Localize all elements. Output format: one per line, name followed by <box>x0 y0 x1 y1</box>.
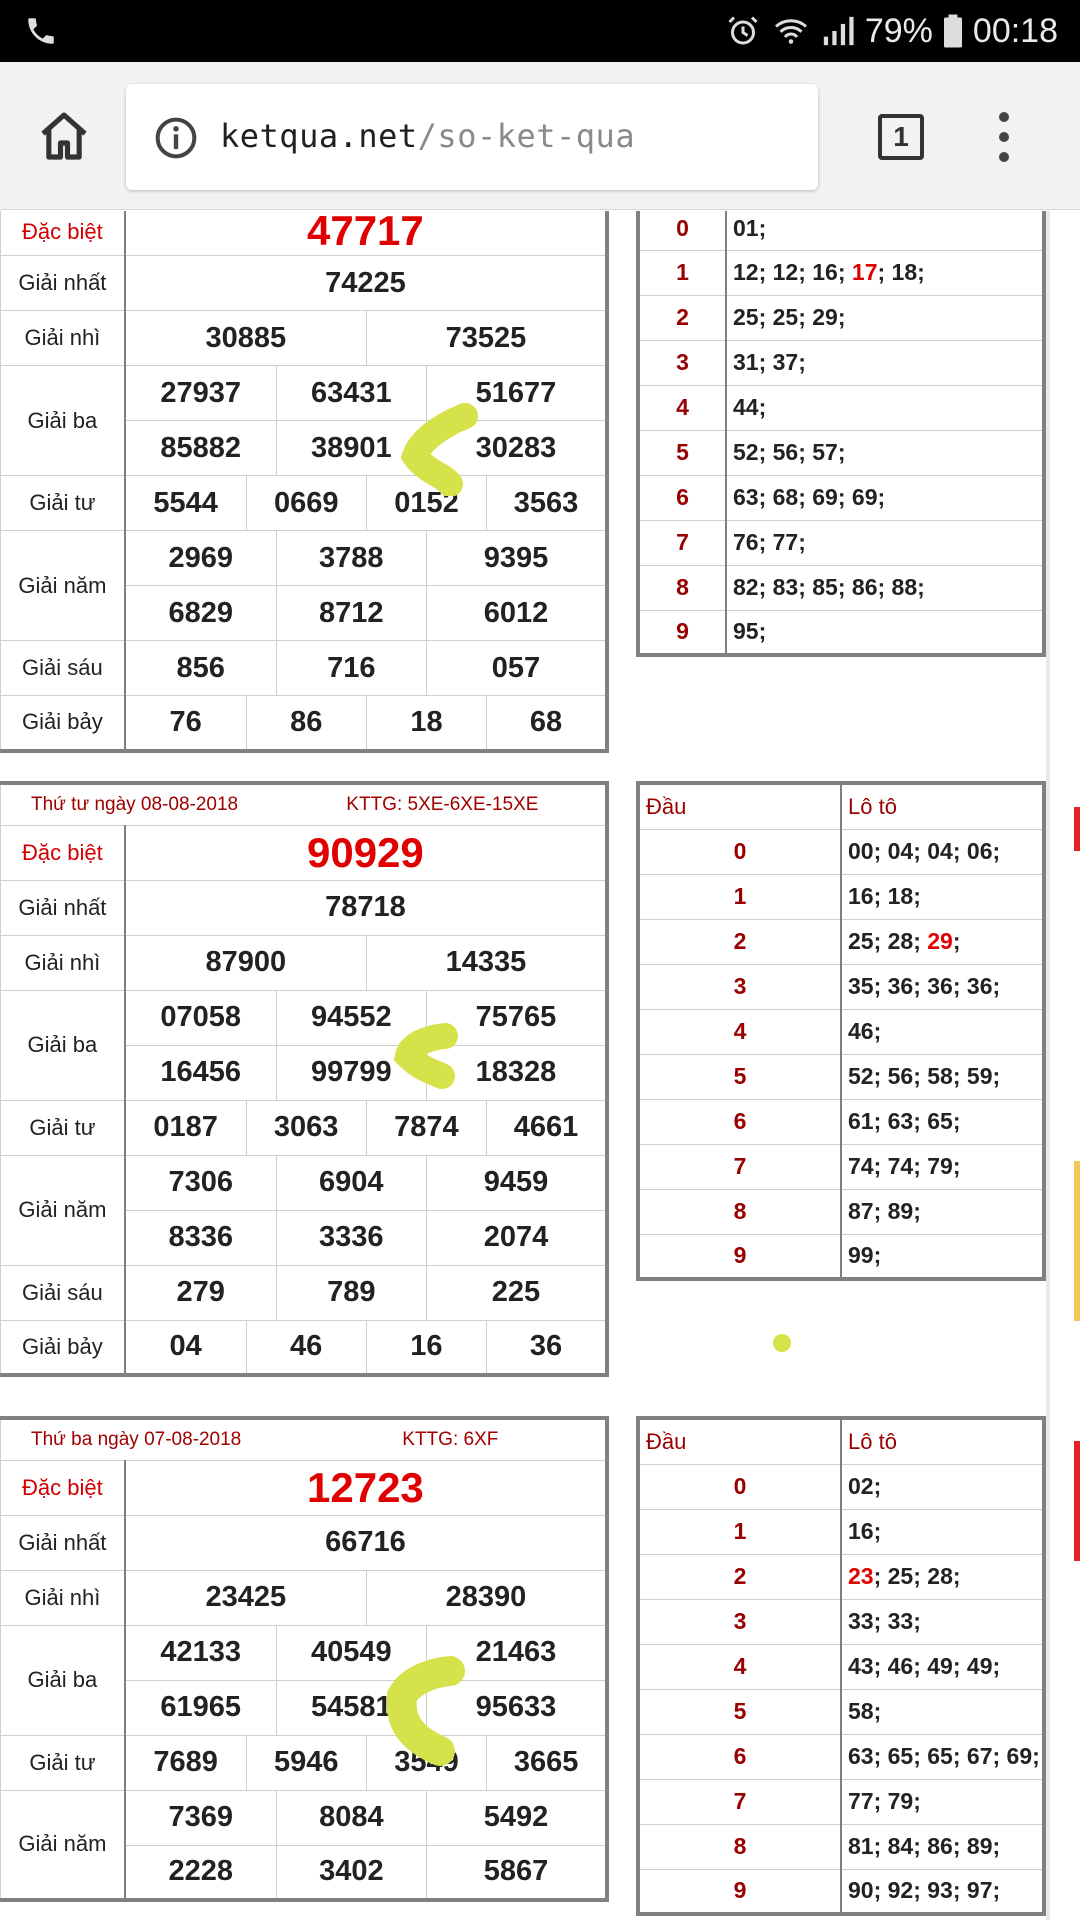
prize-special: 47717 <box>125 211 607 256</box>
prize-fifth: 7369 <box>125 1790 276 1845</box>
loto-table-1 <box>636 211 1046 657</box>
edge-marker <box>1074 807 1080 851</box>
loto-row <box>638 475 1044 520</box>
prize-third: 61965 <box>125 1680 276 1735</box>
url-host: ketqua.net <box>220 117 418 155</box>
label-third: Giải ba <box>1 990 125 1100</box>
label-first: Giải nhất <box>1 880 125 935</box>
highlighter-scribble <box>380 1651 470 1771</box>
loto-row <box>638 1234 1044 1279</box>
loto-values: 63; 65; 65; 67; 69; <box>841 1734 1044 1779</box>
prize-fifth: 8084 <box>276 1790 426 1845</box>
prize-fourth: 0187 <box>125 1100 246 1155</box>
loto-row <box>638 385 1044 430</box>
prize-third: 54581 <box>276 1680 426 1735</box>
loto-head-loto: Lô tô <box>841 783 1044 829</box>
loto-digit: 2 <box>638 919 841 964</box>
label-fifth: Giải năm <box>1 1790 125 1900</box>
loto-values: 58; <box>841 1689 1044 1734</box>
loto-digit: 8 <box>638 1189 841 1234</box>
results-table-2 <box>0 781 609 1377</box>
prize-fourth: 3665 <box>487 1735 607 1790</box>
loto-values: 01; <box>726 211 1044 250</box>
prize-fifth: 7306 <box>125 1155 276 1210</box>
loto-head-dau: Đầu <box>638 1418 841 1464</box>
label-second: Giải nhì <box>1 311 125 366</box>
prize-seventh: 46 <box>246 1320 366 1375</box>
url-text[interactable] <box>220 114 635 158</box>
prize-seventh: 36 <box>487 1320 607 1375</box>
loto-values: 46; <box>841 1009 1044 1054</box>
prize-fourth: 5544 <box>125 476 246 531</box>
loto-row <box>638 1734 1044 1779</box>
browser-toolbar <box>0 62 1080 210</box>
label-special: Đặc biệt <box>1 211 125 256</box>
label-seventh: Giải bảy <box>1 1320 125 1375</box>
prize-third: 99799 <box>276 1045 426 1100</box>
prize-fifth: 9395 <box>426 531 607 586</box>
prize-seventh: 86 <box>246 696 366 751</box>
loto-row <box>638 1599 1044 1644</box>
loto-digit: 9 <box>638 1869 841 1914</box>
status-bar <box>0 0 1080 62</box>
signal-icon <box>821 13 855 49</box>
prize-first: 78718 <box>125 880 607 935</box>
prize-fourth: 3063 <box>246 1100 366 1155</box>
label-third: Giải ba <box>1 1625 125 1735</box>
loto-row <box>638 565 1044 610</box>
label-second: Giải nhì <box>1 1570 125 1625</box>
loto-digit: 1 <box>638 874 841 919</box>
draw-date: Thứ tư ngày 08-08-2018 <box>31 793 239 815</box>
loto-values: 23; 25; 28; <box>841 1554 1044 1599</box>
prize-second: 87900 <box>125 935 367 990</box>
loto-row <box>638 295 1044 340</box>
prize-third: 63431 <box>276 366 426 421</box>
loto-digit: 0 <box>638 211 726 250</box>
loto-highlight: 23 <box>848 1563 874 1589</box>
loto-digit: 9 <box>638 610 726 655</box>
alarm-icon <box>725 13 761 49</box>
prize-fourth: 5946 <box>246 1735 366 1790</box>
loto-digit: 6 <box>638 1734 841 1779</box>
loto-digit: 5 <box>638 1689 841 1734</box>
loto-row <box>638 1779 1044 1824</box>
loto-digit: 1 <box>638 250 726 295</box>
prize-fifth: 8712 <box>276 586 426 641</box>
prize-fifth: 3336 <box>276 1210 426 1265</box>
loto-highlight: 17 <box>851 259 878 285</box>
loto-values: 25; 28; 29; <box>841 919 1044 964</box>
prize-fourth: 0669 <box>246 476 366 531</box>
prize-first: 74225 <box>125 256 607 311</box>
loto-row <box>638 520 1044 565</box>
loto-digit: 2 <box>638 1554 841 1599</box>
loto-row <box>638 1054 1044 1099</box>
prize-second: 30885 <box>125 311 367 366</box>
label-sixth: Giải sáu <box>1 641 125 696</box>
highlighter-scribble <box>390 1016 470 1096</box>
prize-fourth: 3563 <box>487 476 607 531</box>
label-fifth: Giải năm <box>1 531 125 641</box>
prize-fifth: 3788 <box>276 531 426 586</box>
prize-fourth: 3549 <box>366 1735 486 1790</box>
loto-head-loto: Lô tô <box>841 1418 1044 1464</box>
prize-fourth: 0152 <box>366 476 486 531</box>
prize-fourth: 7689 <box>125 1735 246 1790</box>
prize-fifth: 9459 <box>426 1155 607 1210</box>
prize-fifth: 2074 <box>426 1210 607 1265</box>
loto-values: 74; 74; 79; <box>841 1144 1044 1189</box>
loto-row <box>638 964 1044 1009</box>
loto-digit: 3 <box>638 1599 841 1644</box>
prize-seventh: 04 <box>125 1320 246 1375</box>
prize-sixth: 057 <box>426 641 607 696</box>
results-table-3 <box>0 1416 609 1902</box>
loto-digit: 9 <box>638 1234 841 1279</box>
prize-fourth: 4661 <box>487 1100 607 1155</box>
loto-values: 95; <box>726 610 1044 655</box>
loto-digit: 0 <box>638 1464 841 1509</box>
label-fifth: Giải năm <box>1 1155 125 1265</box>
loto-values: 90; 92; 93; 97; <box>841 1869 1044 1914</box>
draw-kttg: KTTG: 5XE-6XE-15XE <box>346 793 539 815</box>
loto-values: 99; <box>841 1234 1044 1279</box>
prize-sixth: 716 <box>276 641 426 696</box>
loto-row <box>638 1644 1044 1689</box>
loto-values: 12; 12; 16; 17; 18; <box>726 250 1044 295</box>
loto-row <box>638 1144 1044 1189</box>
url-path: /so-ket-qua <box>417 117 636 155</box>
loto-row <box>638 829 1044 874</box>
loto-row <box>638 1509 1044 1554</box>
loto-row <box>638 1689 1044 1734</box>
loto-values: 16; <box>841 1509 1044 1554</box>
prize-third: 30283 <box>426 421 607 476</box>
loto-row <box>638 250 1044 295</box>
loto-values: 77; 79; <box>841 1779 1044 1824</box>
loto-values: 31; 37; <box>726 340 1044 385</box>
prize-third: 07058 <box>125 990 276 1045</box>
loto-values: 52; 56; 58; 59; <box>841 1054 1044 1099</box>
loto-row <box>638 1189 1044 1234</box>
prize-third: 94552 <box>276 990 426 1045</box>
loto-row <box>638 919 1044 964</box>
loto-digit: 7 <box>638 520 726 565</box>
draw-date: Thứ ba ngày 07-08-2018 <box>31 1428 242 1450</box>
loto-values: 33; 33; <box>841 1599 1044 1644</box>
prize-sixth: 789 <box>276 1265 426 1320</box>
loto-values: 16; 18; <box>841 874 1044 919</box>
prize-fifth: 2228 <box>125 1845 276 1900</box>
loto-values: 43; 46; 49; 49; <box>841 1644 1044 1689</box>
prize-third: 40549 <box>276 1625 426 1680</box>
loto-digit: 2 <box>638 295 726 340</box>
prize-third: 38901 <box>276 421 426 476</box>
loto-row <box>638 1869 1044 1914</box>
clock: 00:18 <box>972 11 1058 50</box>
label-sixth: Giải sáu <box>1 1265 125 1320</box>
prize-special: 90929 <box>125 825 607 880</box>
prize-second: 73525 <box>366 311 607 366</box>
loto-digit: 4 <box>638 1644 841 1689</box>
loto-table-3 <box>636 1416 1046 1916</box>
prize-second: 23425 <box>125 1570 367 1625</box>
loto-row <box>638 1824 1044 1869</box>
edge-marker <box>1074 1161 1080 1321</box>
loto-row <box>638 211 1044 250</box>
prize-fifth: 6904 <box>276 1155 426 1210</box>
loto-digit: 4 <box>638 1009 841 1054</box>
loto-digit: 6 <box>638 1099 841 1144</box>
loto-values: 00; 04; 04; 06; <box>841 829 1044 874</box>
prize-third: 95633 <box>427 1680 608 1735</box>
loto-values: 52; 56; 57; <box>726 430 1044 475</box>
loto-digit: 6 <box>638 475 726 520</box>
prize-second: 14335 <box>366 935 607 990</box>
prize-fifth: 8336 <box>125 1210 276 1265</box>
loto-values: 25; 25; 29; <box>726 295 1044 340</box>
scrollbar[interactable] <box>1046 211 1050 1920</box>
loto-digit: 7 <box>638 1144 841 1189</box>
loto-digit: 0 <box>638 829 841 874</box>
label-fourth: Giải tư <box>1 1100 125 1155</box>
loto-digit: 3 <box>638 964 841 1009</box>
label-seventh: Giải bảy <box>1 696 125 751</box>
loto-row <box>638 340 1044 385</box>
label-special: Đặc biệt <box>1 1460 125 1515</box>
prize-fifth: 6012 <box>426 586 607 641</box>
overflow-menu-icon[interactable] <box>994 112 1014 162</box>
prize-fourth: 7874 <box>366 1100 486 1155</box>
loto-values: 35; 36; 36; 36; <box>841 964 1044 1009</box>
label-fourth: Giải tư <box>1 1735 125 1790</box>
info-icon[interactable] <box>154 116 198 160</box>
loto-row <box>638 1554 1044 1599</box>
phone-icon <box>24 14 58 48</box>
draw-header <box>1 783 608 825</box>
prize-first: 66716 <box>125 1515 607 1570</box>
prize-third: 27937 <box>125 366 276 421</box>
home-icon[interactable] <box>36 108 92 164</box>
loto-digit: 7 <box>638 1779 841 1824</box>
label-second: Giải nhì <box>1 935 125 990</box>
loto-row <box>638 1009 1044 1054</box>
loto-digit: 5 <box>638 430 726 475</box>
loto-row <box>638 1099 1044 1144</box>
loto-digit: 4 <box>638 385 726 430</box>
loto-values: 76; 77; <box>726 520 1044 565</box>
loto-values: 61; 63; 65; <box>841 1099 1044 1144</box>
loto-row <box>638 430 1044 475</box>
loto-highlight: 29 <box>927 928 953 954</box>
prize-third: 21463 <box>427 1625 608 1680</box>
prize-sixth: 856 <box>125 641 276 696</box>
loto-digit: 1 <box>638 1509 841 1554</box>
loto-values: 87; 89; <box>841 1189 1044 1234</box>
loto-table-2 <box>636 781 1046 1281</box>
loto-digit: 8 <box>638 565 726 610</box>
loto-values: 63; 68; 69; 69; <box>726 475 1044 520</box>
loto-values: 82; 83; 85; 86; 88; <box>726 565 1044 610</box>
prize-second: 28390 <box>366 1570 607 1625</box>
battery-percent: 79% <box>864 11 933 50</box>
prize-fifth: 3402 <box>276 1845 426 1900</box>
page-content[interactable] <box>0 211 1080 1920</box>
loto-digit: 3 <box>638 340 726 385</box>
prize-seventh: 18 <box>366 696 486 751</box>
prize-third: 85882 <box>125 421 276 476</box>
loto-digit: 5 <box>638 1054 841 1099</box>
draw-kttg: KTTG: 6XF <box>402 1428 499 1450</box>
draw-header <box>1 1418 608 1460</box>
wifi-icon <box>771 13 811 49</box>
prize-third: 42133 <box>125 1625 276 1680</box>
loto-row <box>638 610 1044 655</box>
prize-fifth: 5867 <box>427 1845 608 1900</box>
prize-seventh: 76 <box>125 696 246 751</box>
prize-special: 12723 <box>125 1460 607 1515</box>
loto-digit: 8 <box>638 1824 841 1869</box>
prize-fifth: 2969 <box>125 531 276 586</box>
prize-third: 75765 <box>426 990 607 1045</box>
prize-fifth: 6829 <box>125 586 276 641</box>
edge-marker <box>1074 1441 1080 1561</box>
label-fourth: Giải tư <box>1 476 125 531</box>
highlighter-scribble <box>400 396 480 496</box>
highlighter-dot <box>772 1333 792 1353</box>
loto-values: 02; <box>841 1464 1044 1509</box>
loto-row <box>638 1464 1044 1509</box>
prize-third: 16456 <box>125 1045 276 1100</box>
battery-icon <box>943 13 963 49</box>
prize-fifth: 5492 <box>427 1790 608 1845</box>
loto-head-dau: Đầu <box>638 783 841 829</box>
loto-row <box>638 874 1044 919</box>
loto-values: 44; <box>726 385 1044 430</box>
results-table-1 <box>0 211 609 753</box>
prize-sixth: 279 <box>125 1265 276 1320</box>
prize-third: 18328 <box>426 1045 607 1100</box>
tab-switcher-button[interactable]: 1 <box>878 114 924 160</box>
label-special: Đặc biệt <box>1 825 125 880</box>
prize-seventh: 68 <box>487 696 607 751</box>
loto-values: 81; 84; 86; 89; <box>841 1824 1044 1869</box>
prize-third: 51677 <box>426 366 607 421</box>
label-first: Giải nhất <box>1 1515 125 1570</box>
prize-seventh: 16 <box>366 1320 486 1375</box>
label-first: Giải nhất <box>1 256 125 311</box>
prize-sixth: 225 <box>426 1265 607 1320</box>
label-third: Giải ba <box>1 366 125 476</box>
address-bar[interactable] <box>126 84 818 190</box>
